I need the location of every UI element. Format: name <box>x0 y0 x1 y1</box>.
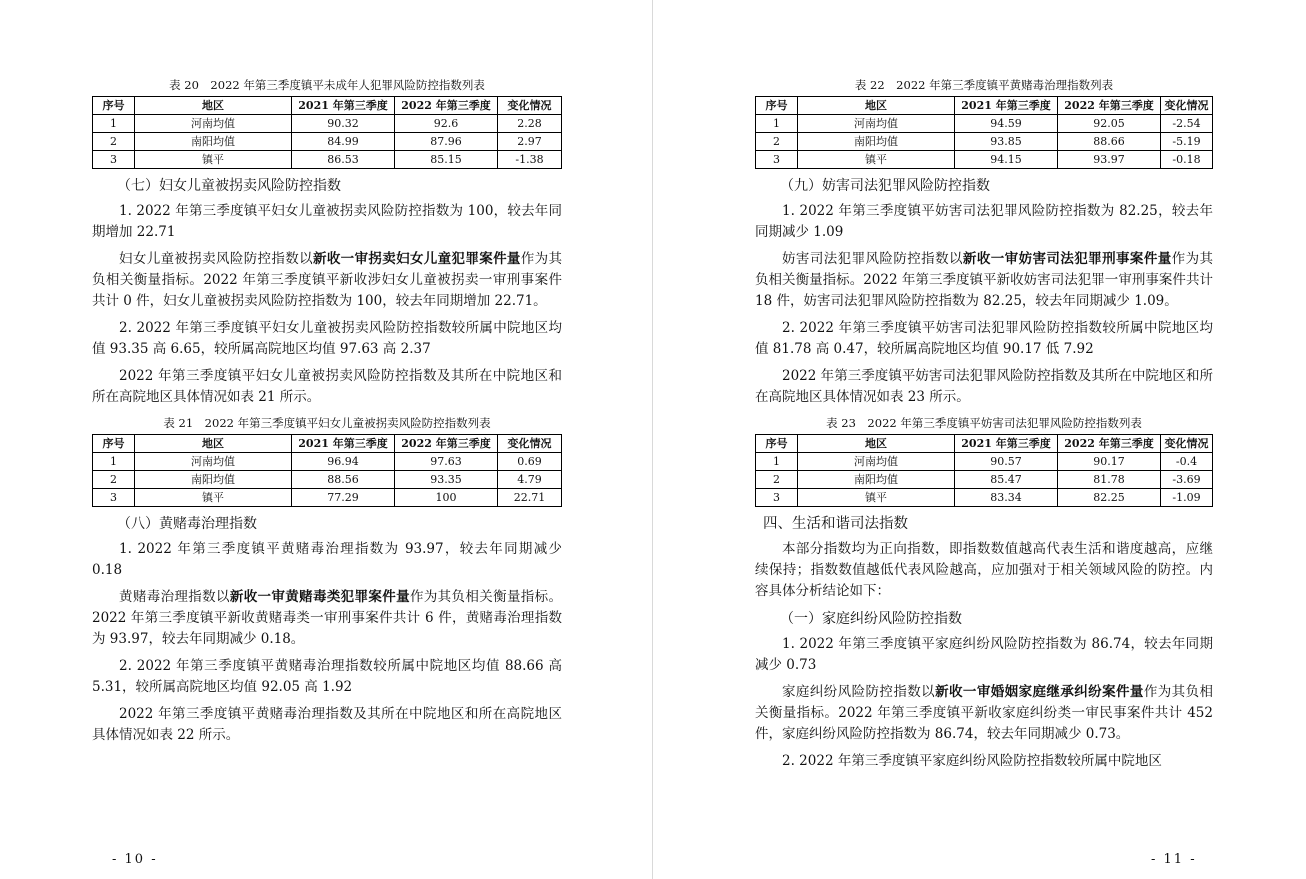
table-cell: 3 <box>756 151 798 169</box>
column-header: 序号 <box>93 97 135 115</box>
table-cell: 96.94 <box>292 453 395 471</box>
section-8-title: （八）黄赌毒治理指数 <box>117 516 257 532</box>
page-11-content <box>755 74 1213 778</box>
table-cell: 0.69 <box>498 453 562 471</box>
section-9-title: （九）妨害司法犯罪风险防控指数 <box>780 178 990 194</box>
text-run: 妨害司法犯罪风险防控指数以 <box>782 251 963 267</box>
page-number: - 10 - <box>112 852 158 867</box>
subsection-1-paragraph-3: 2. 2022 年第三季度镇平家庭纠纷风险防控指数较所属中院地区 <box>782 753 1162 769</box>
column-header: 2022 年第三季度 <box>1058 97 1161 115</box>
page-11 <box>653 0 1306 879</box>
text-run: 作为其负相关衡量指标。2022 年第三季度镇平新收妨害司法犯罪一审刑事案件共计 18 件，妨害司法犯罪风险防控指数为 82.25，较去年同期减少 1.09。 <box>755 251 1214 309</box>
section-9-paragraph-2 <box>755 249 1213 312</box>
page-number: - 11 - <box>1151 852 1197 867</box>
table-cell: -2.54 <box>1161 115 1213 133</box>
table-cell: 1 <box>93 115 135 133</box>
table-cell: 81.78 <box>1058 471 1161 489</box>
column-header: 序号 <box>756 97 798 115</box>
table-row <box>756 151 1213 169</box>
table-cell: 镇平 <box>798 151 955 169</box>
section-7-paragraph-4: 2022 年第三季度镇平妇女儿童被拐卖风险防控指数及其所在中院地区和所在高院地区具体情况如表 21 所示。 <box>92 368 562 405</box>
text-run: 作为其负相关衡量指标。2022 年第三季度镇平新收涉妇女儿童被拐卖一审刑事案件共计 0 件，妇女儿童被拐卖风险防控指数为 100，较去年同期增加 22.71。 <box>92 251 563 309</box>
text-run: 妇女儿童被拐卖风险防控指数以 <box>119 251 313 267</box>
table-row <box>93 471 562 489</box>
section-8-paragraph-3: 2. 2022 年第三季度镇平黄赌毒治理指数较所属中院地区均值 88.66 高 5.31，较所属高院地区均值 92.05 高 1.92 <box>92 658 562 695</box>
table-cell: 94.59 <box>955 115 1058 133</box>
column-header: 序号 <box>93 435 135 453</box>
column-header: 地区 <box>135 435 292 453</box>
column-header: 2021 年第三季度 <box>292 435 395 453</box>
table-row <box>756 489 1213 507</box>
column-header: 2022 年第三季度 <box>1058 435 1161 453</box>
table-cell: 1 <box>756 453 798 471</box>
table-21-caption: 表 21 2022 年第三季度镇平妇女儿童被拐卖风险防控指数列表 <box>163 416 491 430</box>
section-7-paragraph-1: 1. 2022 年第三季度镇平妇女儿童被拐卖风险防控指数为 100，较去年同期增加 22.71 <box>92 203 562 240</box>
table-cell: 2 <box>756 471 798 489</box>
section-9-paragraph-3: 2. 2022 年第三季度镇平妨害司法犯罪风险防控指数较所属中院地区均值 81.78 高 0.47，较所属高院地区均值 90.17 低 7.92 <box>755 320 1213 357</box>
table-header-row <box>756 435 1213 453</box>
table-cell: 2 <box>756 133 798 151</box>
table-row <box>756 115 1213 133</box>
column-header: 2022 年第三季度 <box>395 97 498 115</box>
table-cell: 92.05 <box>1058 115 1161 133</box>
table-cell: 83.34 <box>955 489 1058 507</box>
section-8-paragraph-1: 1. 2022 年第三季度镇平黄赌毒治理指数为 93.97，较去年同期减少 0.18 <box>92 541 562 578</box>
table-cell: -0.4 <box>1161 453 1213 471</box>
table-22 <box>755 96 1213 169</box>
table-cell: 90.17 <box>1058 453 1161 471</box>
table-cell: 86.53 <box>292 151 395 169</box>
column-header: 地区 <box>798 435 955 453</box>
table-cell: 88.56 <box>292 471 395 489</box>
table-row <box>93 489 562 507</box>
table-21 <box>92 434 562 507</box>
table-cell: 94.15 <box>955 151 1058 169</box>
table-cell: 河南均值 <box>798 115 955 133</box>
table-cell: 97.63 <box>395 453 498 471</box>
table-cell: 100 <box>395 489 498 507</box>
table-cell: 87.96 <box>395 133 498 151</box>
table-cell: 2 <box>93 471 135 489</box>
table-cell: 1 <box>93 453 135 471</box>
column-header: 2022 年第三季度 <box>395 435 498 453</box>
table-cell: -1.38 <box>498 151 562 169</box>
section-7-title: （七）妇女儿童被拐卖风险防控指数 <box>117 178 341 194</box>
table-cell: 93.97 <box>1058 151 1161 169</box>
section-9-paragraph-4: 2022 年第三季度镇平妨害司法犯罪风险防控指数及其所在中院地区和所在高院地区具体情况如表 23 所示。 <box>755 368 1213 405</box>
table-22-caption: 表 22 2022 年第三季度镇平黄赌毒治理指数列表 <box>854 78 1114 92</box>
table-row <box>93 133 562 151</box>
table-row <box>93 151 562 169</box>
table-cell: 22.71 <box>498 489 562 507</box>
subsection-1-paragraph-2 <box>755 682 1213 745</box>
table-cell: 2 <box>93 133 135 151</box>
table-23 <box>755 434 1213 507</box>
table-cell: -3.69 <box>1161 471 1213 489</box>
column-header: 2021 年第三季度 <box>955 97 1058 115</box>
table-row <box>93 115 562 133</box>
table-cell: -5.19 <box>1161 133 1213 151</box>
text-run: 黄赌毒治理指数以 <box>119 589 230 605</box>
column-header: 2021 年第三季度 <box>955 435 1058 453</box>
table-row <box>93 453 562 471</box>
column-header: 2021 年第三季度 <box>292 97 395 115</box>
text-run: 家庭纠纷风险防控指数以 <box>782 684 936 700</box>
section-8-paragraph-2 <box>92 587 562 650</box>
table-cell: -0.18 <box>1161 151 1213 169</box>
table-row <box>756 471 1213 489</box>
table-cell: 88.66 <box>1058 133 1161 151</box>
table-cell: 镇平 <box>135 489 292 507</box>
table-cell: 93.85 <box>955 133 1058 151</box>
table-cell: 82.25 <box>1058 489 1161 507</box>
table-cell: 85.15 <box>395 151 498 169</box>
table-cell: 河南均值 <box>798 453 955 471</box>
table-header-row <box>93 435 562 453</box>
table-cell: 93.35 <box>395 471 498 489</box>
table-cell: 90.32 <box>292 115 395 133</box>
table-cell: 1 <box>756 115 798 133</box>
table-row <box>756 133 1213 151</box>
column-header: 地区 <box>798 97 955 115</box>
table-header-row <box>756 97 1213 115</box>
table-cell: 90.57 <box>955 453 1058 471</box>
column-header: 变化情况 <box>498 97 562 115</box>
bold-indicator: 新收一审婚姻家庭继承纠纷案件量 <box>935 684 1144 700</box>
table-cell: 77.29 <box>292 489 395 507</box>
table-20-caption: 表 20 2022 年第三季度镇平未成年人犯罪风险防控指数列表 <box>169 78 485 92</box>
table-cell: 2.28 <box>498 115 562 133</box>
table-cell: 3 <box>756 489 798 507</box>
table-cell: 3 <box>93 489 135 507</box>
part-4-heading: 四、生活和谐司法指数 <box>763 516 908 532</box>
column-header: 地区 <box>135 97 292 115</box>
column-header: 变化情况 <box>1161 97 1213 115</box>
bold-indicator: 新收一审妨害司法犯罪刑事案件量 <box>962 251 1172 267</box>
section-9-paragraph-1: 1. 2022 年第三季度镇平妨害司法犯罪风险防控指数为 82.25，较去年同期减少 1.09 <box>755 203 1213 240</box>
subsection-1-title: （一）家庭纠纷风险防控指数 <box>780 611 962 627</box>
table-cell: 南阳均值 <box>135 133 292 151</box>
part-4-intro: 本部分指数均为正向指数，即指数数值越高代表生活和谐度越高，应继续保持；指数数值越低代表风险越高，应加强对于相关领域风险的防控。内容具体分析结论如下： <box>755 541 1213 599</box>
column-header: 变化情况 <box>1161 435 1213 453</box>
table-cell: 85.47 <box>955 471 1058 489</box>
table-cell: 4.79 <box>498 471 562 489</box>
table-cell: 84.99 <box>292 133 395 151</box>
page-10-content <box>92 74 562 752</box>
table-cell: -1.09 <box>1161 489 1213 507</box>
column-header: 变化情况 <box>498 435 562 453</box>
table-23-caption: 表 23 2022 年第三季度镇平妨害司法犯罪风险防控指数列表 <box>826 416 1142 430</box>
table-cell: 南阳均值 <box>798 471 955 489</box>
table-20 <box>92 96 562 169</box>
table-header-row <box>93 97 562 115</box>
bold-indicator: 新收一审拐卖妇女儿童犯罪案件量 <box>312 251 521 267</box>
section-7-paragraph-3: 2. 2022 年第三季度镇平妇女儿童被拐卖风险防控指数较所属中院地区均值 93.35 高 6.65，较所属高院地区均值 97.63 高 2.37 <box>92 320 562 357</box>
subsection-1-paragraph-1: 1. 2022 年第三季度镇平家庭纠纷风险防控指数为 86.74，较去年同期减少 0.73 <box>755 636 1213 673</box>
table-cell: 2.97 <box>498 133 562 151</box>
table-cell: 南阳均值 <box>798 133 955 151</box>
table-cell: 南阳均值 <box>135 471 292 489</box>
text-run: 作为其负相关衡量指标。2022 年第三季度镇平新收黄赌毒类一审刑事案件共计 6 件，黄赌毒治理指数为 93.97，较去年同期减少 0.18。 <box>92 589 563 647</box>
table-cell: 3 <box>93 151 135 169</box>
table-cell: 河南均值 <box>135 453 292 471</box>
column-header: 序号 <box>756 435 798 453</box>
table-cell: 河南均值 <box>135 115 292 133</box>
table-row <box>756 453 1213 471</box>
table-cell: 镇平 <box>798 489 955 507</box>
table-cell: 镇平 <box>135 151 292 169</box>
table-cell: 92.6 <box>395 115 498 133</box>
bold-indicator: 新收一审黄赌毒类犯罪案件量 <box>229 589 410 605</box>
section-8-paragraph-4: 2022 年第三季度镇平黄赌毒治理指数及其所在中院地区和所在高院地区具体情况如表 22 所示。 <box>92 706 562 743</box>
text-run: 作为其负相关衡量指标。2022 年第三季度镇平新收家庭纠纷类一审民事案件共计 452 件，家庭纠纷风险防控指数为 86.74，较去年同期减少 0.73。 <box>755 684 1214 742</box>
section-7-paragraph-2 <box>92 249 562 312</box>
